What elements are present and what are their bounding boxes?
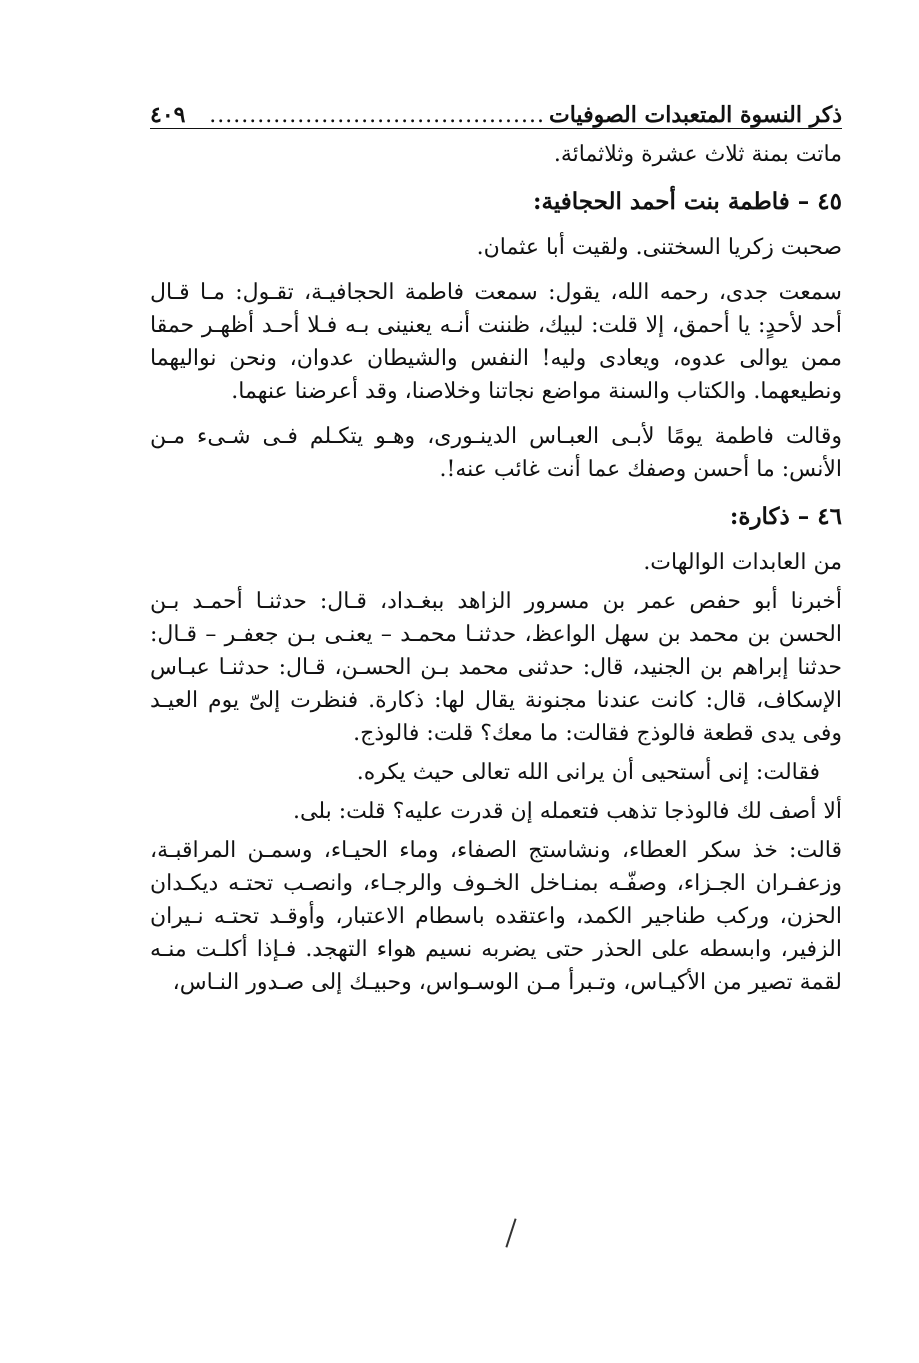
paragraph-companions: صحبت زكريا السختنى. ولقيت أبا عثمان. <box>476 235 842 260</box>
page-number: ٤٠٩ <box>150 102 186 128</box>
paragraph-reply: فقالت: إنى أستحيى أن يرانى الله تعالى حيث يكره. <box>356 760 820 785</box>
paragraph-dinawari: وقالت فاطمة يومًا لأبـى العبـاس الدينـورى، وهـو يتكـلم فـى شـىء مـن الأنس: ما أحسن وصفك عما أنت غائب عنه!. <box>150 424 842 482</box>
scan-mark <box>505 1218 516 1247</box>
paragraph-recipe: قالت: خذ سكر العطاء، ونشاستج الصفاء، وماء الحيـاء، وسمـن المراقبـة، وزعفـران الجـزاء، وصفّـه بمنـاخل الخـوف والرجـاء، وانصـب تحتـه ديكـدان الحزن، وركب طناجير الكمد، واعتقده باسطام الاعتبار، وأوقـد تحتـه نـيران الزفير، وابسطه على الحذر حتى يضربه نسيم هواء التهجد. فـإذا أكلـت منـه لقمة تصير من الأكيـاس، وتـبرأ مـن الوسـواس، وحبيـك إلى صـدور النـاس، <box>150 838 842 995</box>
page-body <box>150 138 842 999</box>
section-heading-45: ٤٥ – فاطمة بنت أحمد الحجافية: <box>533 188 842 215</box>
running-header <box>150 92 842 129</box>
paragraph-question: ألا أصف لك فالوذجا تذهب فتعمله إن قدرت عليه؟ قلت: بلى. <box>293 799 842 824</box>
paragraph-isnad: أخبرنا أبو حفص عمر بن مسرور الزاهد ببغـداد، قـال: حدثنـا أحمـد بـن الحسن بن محمد بن سهل الواعظ، حدثنـا محمـد – يعنـى بـن جعفـر – قـال: حدثنا إبراهم بن الجنيد، قال: حدثنى محمد بـن الحسـن، قـال: حدثنـا عبـاس الإسكاف، قال: كانت عندنا مجنونة يقال لها: ذكارة. فنظرت إلىّ يوم العيـد وفى يدى قطعة فالوذج فقالت: ما معك؟ قلت: فالوذج. <box>150 589 842 746</box>
section-heading-46: ٤٦ – ذكارة: <box>729 503 842 530</box>
paragraph-saying: سمعت جدى، رحمه الله، يقول: سمعت فاطمة الحجافيـة، تقـول: مـا قـال أحد لأحدٍ: يا أحمق، إلا قلت: لبيك، ظننت أنـه يعنينى بـه فـلا أحـد أظهـر حمقا ممن يوالى عدوه، ويعادى وليه! النفس والشيطان عدوان، ونحن نواليهما ونطيعهما. والكتاب والسنة مواضع نجاتنا وخلاصنا، وقد أعرضنا عنهما. <box>150 280 842 404</box>
header-title: ذكر النسوة المتعبدات الصوفيات <box>549 102 842 128</box>
text-line-death: ماتت بمنة ثلاث عشرة وثلاثمائة. <box>553 142 842 167</box>
header-leader-dots: .......................................... <box>209 103 546 128</box>
paragraph-description: من العابدات الوالهات. <box>643 550 842 575</box>
